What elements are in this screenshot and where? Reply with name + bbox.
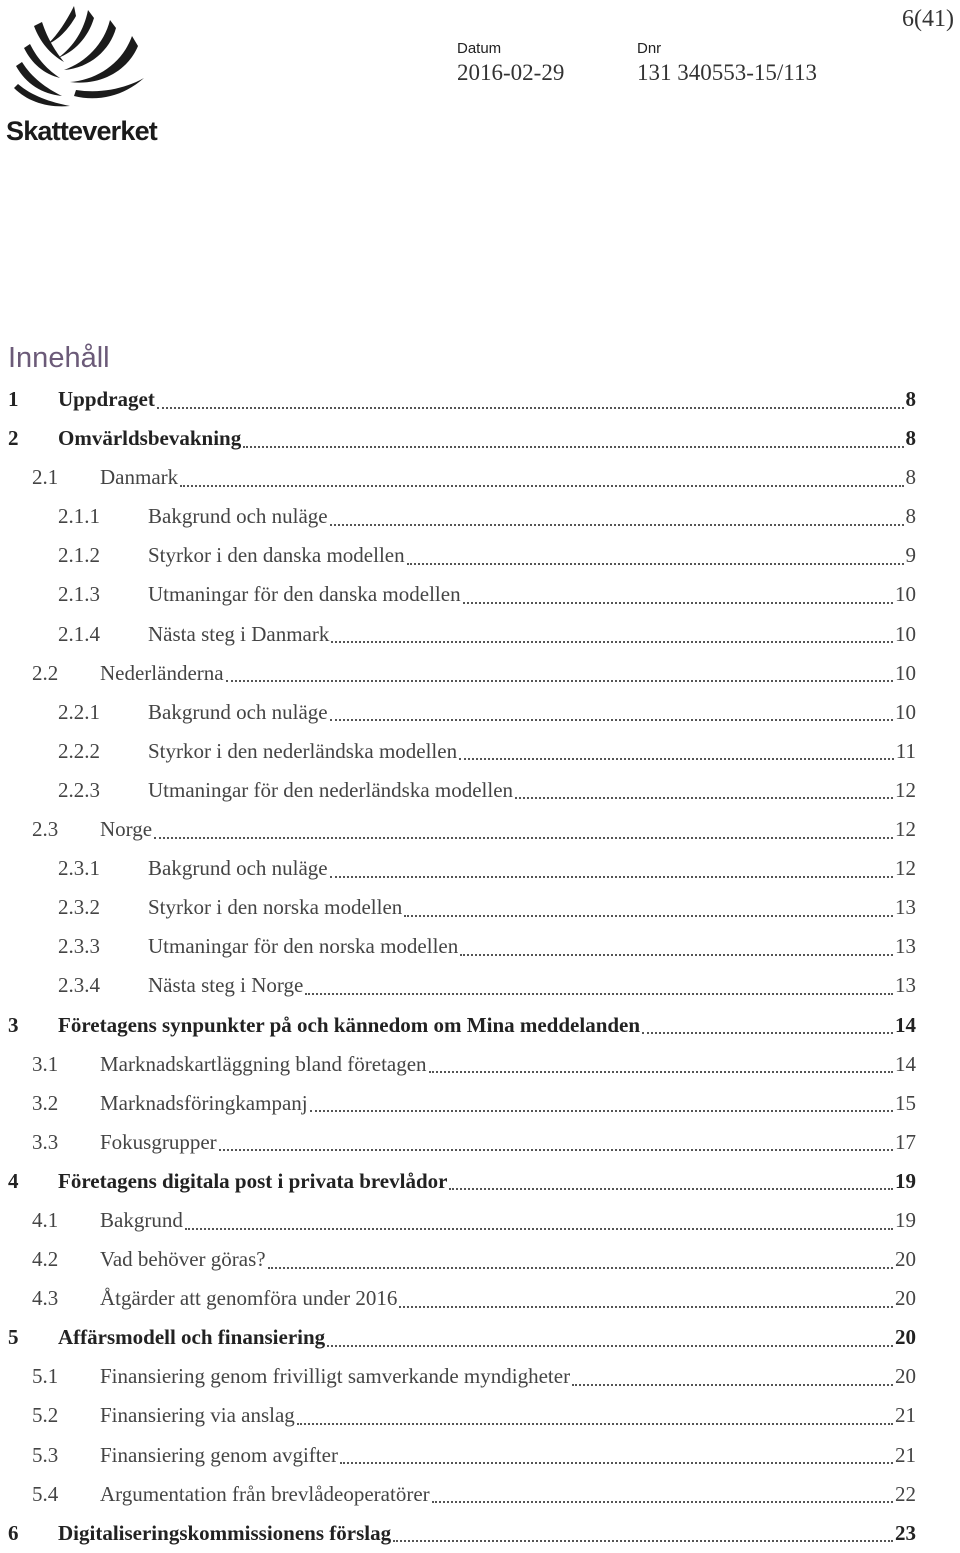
- toc-entry-leader: [219, 1149, 893, 1151]
- toc-entry-leader: [515, 797, 893, 799]
- toc-entry-number: 2.3: [32, 817, 59, 842]
- toc-entry-page: 8: [905, 465, 916, 490]
- toc-entry[interactable]: [8, 1240, 916, 1279]
- toc-entry-page: 20: [895, 1325, 916, 1350]
- toc-entry-title: Norge: [100, 817, 153, 842]
- toc-entry-page: 8: [905, 426, 916, 451]
- toc-entry-number: 3.1: [32, 1051, 59, 1076]
- toc-entry[interactable]: [8, 1123, 916, 1162]
- toc-entry-leader: [330, 876, 893, 878]
- toc-entry[interactable]: [8, 810, 916, 849]
- toc-entry-title: Bakgrund och nuläge: [148, 504, 328, 529]
- toc-entry-number: 2.2.1: [58, 699, 100, 724]
- toc-entry-leader: [404, 915, 893, 917]
- toc-heading: Innehåll: [8, 342, 110, 374]
- toc-entry-title: Marknadsföringkampanj: [100, 1090, 308, 1115]
- toc-entry-title: Utmaningar för den nederländska modellen: [148, 777, 514, 802]
- toc-entry-number: 2.1.1: [58, 504, 100, 529]
- toc-entry-page: 8: [905, 387, 916, 411]
- toc-entry-title: Utmaningar för den danska modellen: [148, 582, 461, 607]
- toc-entry-title: Företagens synpunkter på och kännedom om Mina meddelanden: [58, 1012, 641, 1037]
- toc-entry-page: 14: [895, 1012, 916, 1037]
- toc-entry-page: 20: [895, 1247, 916, 1272]
- toc-entry-leader: [463, 602, 893, 604]
- toc-entry[interactable]: [8, 1475, 916, 1514]
- toc-entry-title: Finansiering genom avgifter: [100, 1442, 338, 1467]
- toc-entry-page: 13: [895, 973, 916, 998]
- toc-entry-title: Marknadskartläggning bland företagen: [100, 1051, 427, 1076]
- toc-entry-number: 5.3: [32, 1442, 59, 1467]
- toc-entry-page: 20: [895, 1364, 916, 1389]
- toc-entry-leader: [459, 758, 894, 760]
- toc-entry-leader: [310, 1110, 893, 1112]
- toc-entry-page: 17: [895, 1129, 916, 1154]
- datum-value: 2016-02-29: [457, 60, 565, 85]
- dnr-label: Dnr: [637, 40, 662, 57]
- toc-entry-page: 21: [895, 1403, 916, 1428]
- toc-entry-number: 5.2: [32, 1403, 59, 1428]
- toc-entry-page: 20: [895, 1286, 916, 1311]
- toc-entry[interactable]: [8, 419, 916, 458]
- datum-label: Datum: [457, 40, 502, 57]
- toc-entry-title: Företagens digitala post i privata brevlådor: [58, 1168, 448, 1193]
- toc-entry-number: 5.4: [32, 1481, 59, 1506]
- toc-entry[interactable]: [8, 966, 916, 1005]
- toc-entry-page: 12: [895, 817, 916, 842]
- toc-entry[interactable]: [8, 927, 916, 966]
- toc-entry-leader: [157, 407, 904, 409]
- toc-entry[interactable]: [8, 1162, 916, 1201]
- toc-entry-number: 2.2.3: [58, 777, 100, 802]
- toc-entry[interactable]: [8, 1436, 916, 1475]
- toc-entry-page: 10: [895, 699, 916, 724]
- dnr-block: [637, 40, 817, 88]
- toc-entry-title: Finansiering genom frivilligt samverkande myndigheter: [100, 1364, 571, 1389]
- toc-entry[interactable]: [8, 849, 916, 888]
- datum-block: [457, 40, 564, 88]
- toc-entry-number: 5: [8, 1325, 19, 1350]
- toc-entry-page: 10: [895, 621, 916, 646]
- toc-entry-number: 1: [8, 387, 19, 411]
- toc-entry-title: Nederländerna: [100, 660, 224, 685]
- toc-entry-title: Danmark: [100, 465, 179, 490]
- toc-entry-page: 10: [895, 660, 916, 685]
- toc-entry-number: 3: [8, 1012, 19, 1037]
- toc-entry-number: 2.3.3: [58, 934, 100, 959]
- toc-entry-number: 4.1: [32, 1207, 59, 1232]
- toc-entry-page: 8: [905, 504, 916, 529]
- toc-entry-title: Argumentation från brevlådeoperatörer: [100, 1481, 430, 1506]
- toc-entry[interactable]: [8, 1045, 916, 1084]
- toc-entry-leader: [399, 1306, 893, 1308]
- toc-entry-leader: [340, 1462, 893, 1464]
- toc-entry-number: 4.2: [32, 1247, 59, 1272]
- toc-entry[interactable]: [8, 1514, 916, 1553]
- toc-entry-leader: [305, 993, 893, 995]
- toc-entry-page: 14: [895, 1051, 916, 1076]
- toc-entry-title: Uppdraget: [58, 387, 155, 411]
- toc-entry-page: 22: [895, 1481, 916, 1506]
- toc-entry-number: 2.2: [32, 660, 59, 685]
- toc-entry-title: Affärsmodell och finansiering: [58, 1325, 326, 1350]
- toc-entry-page: 10: [895, 582, 916, 607]
- toc-entry-title: Omvärldsbevakning: [58, 426, 242, 451]
- toc-entry-number: 5.1: [32, 1364, 59, 1389]
- toc-entry-page: 15: [895, 1090, 916, 1115]
- toc-entry-title: Finansiering via anslag: [100, 1403, 295, 1428]
- toc-entry-leader: [407, 563, 904, 565]
- toc-entry[interactable]: [8, 732, 916, 771]
- toc-entry-title: Nästa steg i Norge: [148, 973, 304, 998]
- toc-entry-leader: [180, 485, 903, 487]
- toc-entry-number: 2.3.1: [58, 856, 100, 881]
- toc-entry[interactable]: [8, 1201, 916, 1240]
- toc-entry-title: Styrkor i den nederländska modellen: [148, 738, 458, 763]
- toc-entry-title: Bakgrund och nuläge: [148, 856, 328, 881]
- toc-entry-title: Vad behöver göras?: [100, 1247, 266, 1272]
- toc-entry-leader: [393, 1540, 893, 1542]
- toc-entry[interactable]: [8, 1279, 916, 1318]
- toc-entry[interactable]: [8, 888, 916, 927]
- toc-entry-leader: [572, 1384, 893, 1386]
- toc-entry-leader: [432, 1501, 893, 1503]
- toc-entry-title: Bakgrund och nuläge: [148, 699, 328, 724]
- toc-entry-title: Nästa steg i Danmark: [148, 621, 330, 646]
- toc-entry-number: 3.3: [32, 1129, 59, 1154]
- toc-entry[interactable]: [8, 1318, 916, 1357]
- toc-entry-number: 2.1.2: [58, 543, 100, 568]
- toc-entry-leader: [330, 719, 893, 721]
- toc-entry-leader: [331, 641, 893, 643]
- toc-entry-leader: [185, 1228, 893, 1230]
- toc-entry-number: 2.1: [32, 465, 59, 490]
- toc-entry[interactable]: [8, 458, 916, 497]
- toc-entry[interactable]: [8, 615, 916, 654]
- toc-entry[interactable]: [8, 1396, 916, 1435]
- toc-entry[interactable]: [8, 1006, 916, 1045]
- page-number: 6(41): [902, 6, 954, 32]
- toc-entry-page: 19: [895, 1168, 916, 1193]
- toc-entry-number: 3.2: [32, 1090, 59, 1115]
- toc-entry-page: 19: [895, 1207, 916, 1232]
- toc-entry[interactable]: [8, 380, 916, 419]
- toc-entry[interactable]: [8, 575, 916, 614]
- toc-entry-title: Digitaliseringskommissionens förslag: [58, 1520, 392, 1545]
- crown-swirl-icon: [14, 4, 148, 116]
- toc-entry-title: Utmaningar för den norska modellen: [148, 934, 459, 959]
- toc-entry-page: 9: [905, 543, 916, 568]
- toc-entry-leader: [297, 1423, 893, 1425]
- toc-entry-page: 12: [895, 777, 916, 802]
- toc-entry[interactable]: [8, 536, 916, 575]
- toc-entry-number: 4: [8, 1168, 19, 1193]
- toc-entry-page: 23: [895, 1520, 916, 1545]
- logo-text: Skatteverket: [6, 116, 158, 146]
- toc-entry-leader: [226, 680, 893, 682]
- skatteverket-logo: [6, 4, 160, 146]
- toc-entry[interactable]: [8, 497, 916, 536]
- toc-entry-leader: [268, 1267, 893, 1269]
- toc-entry-number: 2: [8, 426, 19, 451]
- toc-entry-page: 11: [895, 738, 916, 763]
- toc-entry-leader: [460, 954, 893, 956]
- toc-entry-leader: [154, 837, 893, 839]
- toc-entry-number: 2.3.4: [58, 973, 100, 998]
- toc-entry-leader: [327, 1345, 893, 1347]
- toc-entry[interactable]: [8, 693, 916, 732]
- toc-entry[interactable]: [8, 771, 916, 810]
- toc-entry-number: 6: [8, 1520, 19, 1545]
- table-of-contents: [8, 380, 916, 1553]
- toc-entry-number: 2.2.2: [58, 738, 100, 763]
- toc-entry-number: 2.1.4: [58, 621, 100, 646]
- toc-entry[interactable]: [8, 1084, 916, 1123]
- toc-entry-leader: [449, 1188, 893, 1190]
- toc-entry-number: 2.1.3: [58, 582, 100, 607]
- toc-entry-number: 4.3: [32, 1286, 59, 1311]
- toc-entry-page: 13: [895, 934, 916, 959]
- toc-entry-leader: [330, 524, 904, 526]
- toc-entry-title: Åtgärder att genomföra under 2016: [100, 1286, 398, 1311]
- toc-entry-title: Styrkor i den norska modellen: [148, 895, 403, 920]
- toc-entry-leader: [243, 446, 903, 448]
- toc-entry-leader: [642, 1032, 893, 1034]
- toc-entry-title: Fokusgrupper: [100, 1129, 217, 1154]
- toc-entry[interactable]: [8, 654, 916, 693]
- toc-entry-title: Styrkor i den danska modellen: [148, 543, 405, 568]
- toc-entry[interactable]: [8, 1357, 916, 1396]
- toc-entry-page: 12: [895, 856, 916, 881]
- toc-entry-page: 13: [895, 895, 916, 920]
- toc-entry-page: 21: [895, 1442, 916, 1467]
- toc-entry-title: Bakgrund: [100, 1207, 183, 1232]
- toc-entry-leader: [429, 1071, 893, 1073]
- toc-entry-number: 2.3.2: [58, 895, 100, 920]
- dnr-value: 131 340553-15/113: [637, 60, 817, 85]
